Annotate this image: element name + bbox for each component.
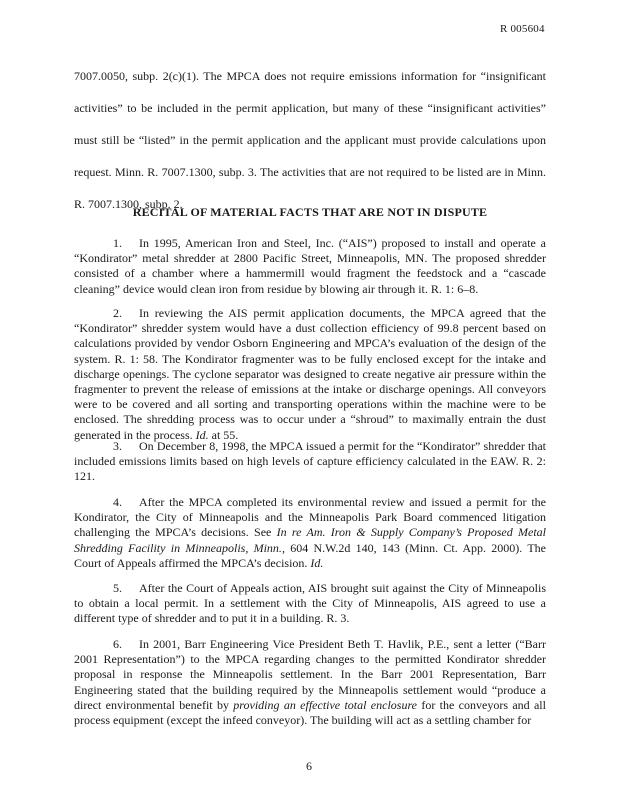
citation-id: Id. — [310, 555, 324, 570]
intro-paragraph — [74, 60, 546, 220]
numbered-paragraph-3 — [74, 439, 546, 485]
numbered-paragraph-2 — [74, 306, 546, 443]
case-citation: In re Am. Iron & Supply Company’s Proposed Metal Shredding Facility in Minneapolis, Minn. — [74, 525, 546, 555]
paragraph-text: In reviewing the AIS permit application documents, the MPCA agreed that the “Kondirator” shredder system would have a dust collection efficiency of 99.8 percent based on calculations provided by vendor Osborn Engineering and MPCA’s evaluation of the design of the system. R. 1: 58. The Kondirator fragmenter was to be fully enclosed except for the intake and discharge openings. The cyclone separator was designed to create negative air pressure within the fragmenter to prevent the release of emissions at the intake or discharge openings. All conveyors were to be covered and all sorting and transporting operations within the machine were to be enclosed. The shredding process was to occur under a “shroud” to maximally entrain the dust generated in the process. — [74, 306, 546, 442]
paragraph-text: , 604 N.W.2d 140, 143 (Minn. Ct. App. 2000). The Court of Appeals affirmed the MPCA’s decision. — [74, 540, 546, 570]
paragraph-number: 5. — [113, 581, 122, 595]
paragraph-number: 6. — [113, 637, 122, 651]
numbered-paragraph-4 — [74, 495, 546, 571]
paragraph-text: for the conveyors and all process equipment (except the infeed conveyor). The building will act as a settling chamber for — [74, 697, 546, 728]
citation-id: Id. — [195, 427, 209, 442]
section-heading: RECITAL OF MATERIAL FACTS THAT ARE NOT IN DISPUTE — [132, 205, 488, 219]
paragraph-text: In 1995, American Iron and Steel, Inc. (“AIS”) proposed to install and operate a “Kondirator” metal shredder at 2800 Pacific Street, Minneapolis, MN. The proposed shredder consisted of a chamber where a hammermill would fragment the feedstock and a “cascade cleaning” device would clean iron from residue by blowing air through it. R. 1: 6–8. — [74, 236, 546, 296]
page-number: 6 — [306, 759, 312, 773]
paragraph-number: 4. — [113, 495, 122, 509]
numbered-paragraph-1 — [74, 236, 546, 297]
intro-text: 7007.0050, subp. 2(c)(1). The MPCA does not require emissions information for “insignificant activities” to be included in the permit application, but many of these “insignificant activities” must still be “listed” in the permit application and the applicant must provide calculations upon request. Minn. R. 7007.1300, subp. 3. The activities that are not required to be listed are in Minn. R. 7007.1300, subp. 2. — [74, 69, 546, 211]
numbered-paragraph-5 — [74, 581, 546, 627]
paragraph-text: at 55. — [208, 427, 239, 442]
numbered-paragraph-6 — [74, 637, 546, 728]
paragraph-text: After the Court of Appeals action, AIS brought suit against the City of Minneapolis to obtain a local permit. In a settlement with the City of Minneapolis, AIS agreed to use a different type of shredder and to put it in a building. R. 3. — [74, 581, 546, 626]
bates-number: R 005604 — [500, 23, 545, 35]
paragraph-text: In 2001, Barr Engineering Vice President Beth T. Havlik, P.E., sent a letter (“Barr 2001 Representation”) to the MPCA regarding changes to the permitted Kondirator shredder proposal in response the Minneapolis settlement. In the Barr 2001 Representation, Barr Engineering stated that the building required by the Minneapolis settlement would “produce a direct environmental benefit by — [74, 637, 546, 712]
emphasized-text: providing an effective total enclosure — [233, 697, 418, 712]
paragraph-number: 2. — [113, 306, 122, 320]
paragraph-text: On December 8, 1998, the MPCA issued a permit for the “Kondirator” shredder that included emissions limits based on high levels of capture efficiency calculated in the EAW. R. 2: 121. — [74, 439, 546, 484]
paragraph-number: 3. — [113, 439, 122, 453]
paragraph-text: After the MPCA completed its environmental review and issued a permit for the Kondirator, the City of Minneapolis and the Minneapolis Park Board commenced litigation challenging the MPCA’s decisions. See — [74, 495, 546, 540]
paragraph-number: 1. — [113, 236, 122, 250]
